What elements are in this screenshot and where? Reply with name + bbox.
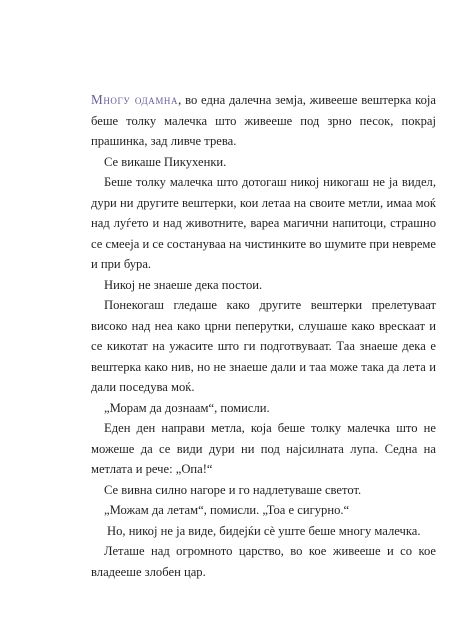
paragraph-must-know: „Морам да дознаам“, помисли.: [104, 400, 270, 415]
paragraph-broom: Еден ден направи метла, која беше толку малечка што не можеше да се види дури ни под најсилната лупа. Седна на метлата и рече: „Опа!“: [91, 421, 436, 476]
lead-in: Многу одамна: [91, 92, 179, 107]
paragraph-opening-rest: , во една далечна земја, живееше вештерка која беше толку малечка што живееше под зрно песок, покрај прашинка, зад ливче трева.: [91, 93, 436, 148]
paragraph-opening: [91, 90, 436, 152]
paragraph-flight: Се вивна силно нагоре и го надлетуваше светот.: [104, 482, 362, 497]
paragraph-watching: Понекогаш гледаше како другите вештерки прелетуваат високо над неа како црни пеперутки, слушаше како врескаат и се кикотат на ужасите што ги подготвуваат. Таа знаеше дека е вештерка како нив, но не знаеше дали и таа може така да лета и дали поседува моќ.: [91, 298, 436, 394]
paragraph-name: Се викаше Пикухенки.: [104, 154, 227, 169]
story-text: [91, 90, 436, 582]
paragraph-description: Беше толку малечка што дотогаш никој никогаш не ја видел, дури ни другите вештерки, кои летаа на своите метли, имаа моќ над луѓето и над животните, вареа магични напитоци, страшно се смееја и се состануваа на чистинките во шумите при невреме и при бура.: [91, 175, 436, 271]
paragraph-kingdom: Леташе над огромното царство, во кое живееше и со кое владееше злобен цар.: [91, 544, 436, 579]
paragraph-can-fly: „Можам да летам“, помисли. „Тоа е сигурно.“: [104, 503, 350, 517]
paragraph-nobody-knew: Никој не знаеше дека постои.: [104, 277, 263, 292]
paragraph-unseen: Но, никој не ја виде, бидејќи сè уште беше многу малечка.: [107, 523, 421, 538]
